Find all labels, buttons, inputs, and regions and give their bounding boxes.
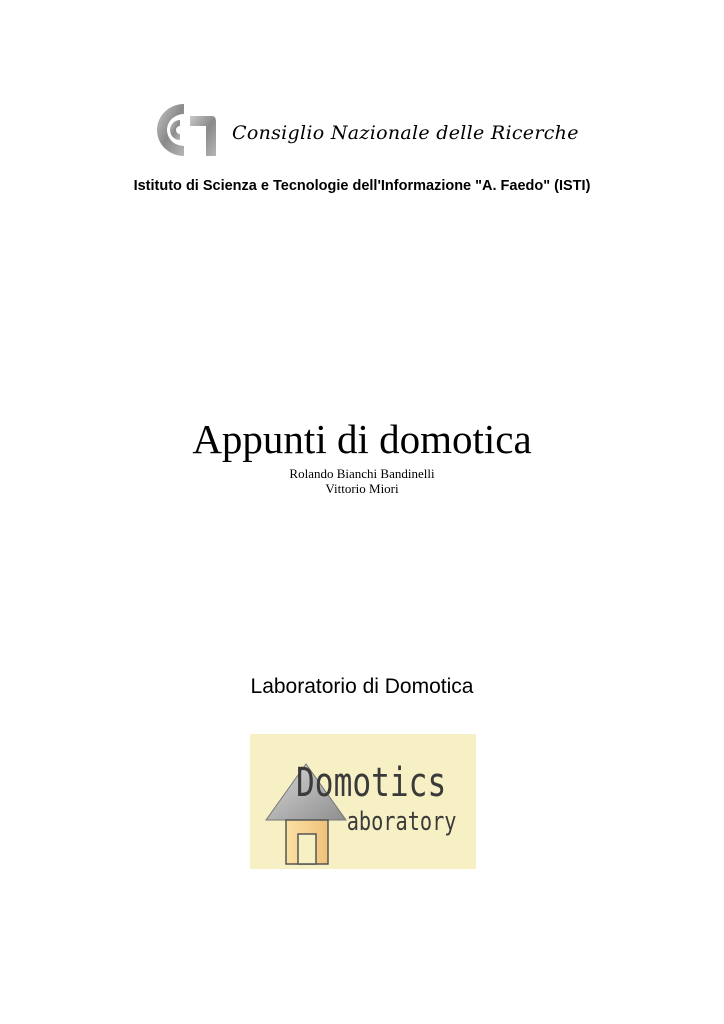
lab-name: Laboratorio di Domotica <box>250 675 474 698</box>
organization-name: Consiglio Nazionale delle Ricerche <box>232 122 579 144</box>
document-title: Appunti di domotica <box>192 416 532 462</box>
logo-text-line1: Domotics <box>296 760 447 807</box>
house-door <box>298 834 316 864</box>
institute-name: Istituto di Scienza e Tecnologie dell'Informazione "A. Faedo" (ISTI) <box>133 178 591 194</box>
author-name: Rolando Bianchi Bandinelli <box>289 466 435 481</box>
logo-text-line2: aboratory <box>346 806 457 837</box>
domotics-laboratory-logo <box>250 734 476 869</box>
cnr-logo-icon <box>150 100 218 158</box>
author-name: Vittorio Miori <box>325 481 399 496</box>
